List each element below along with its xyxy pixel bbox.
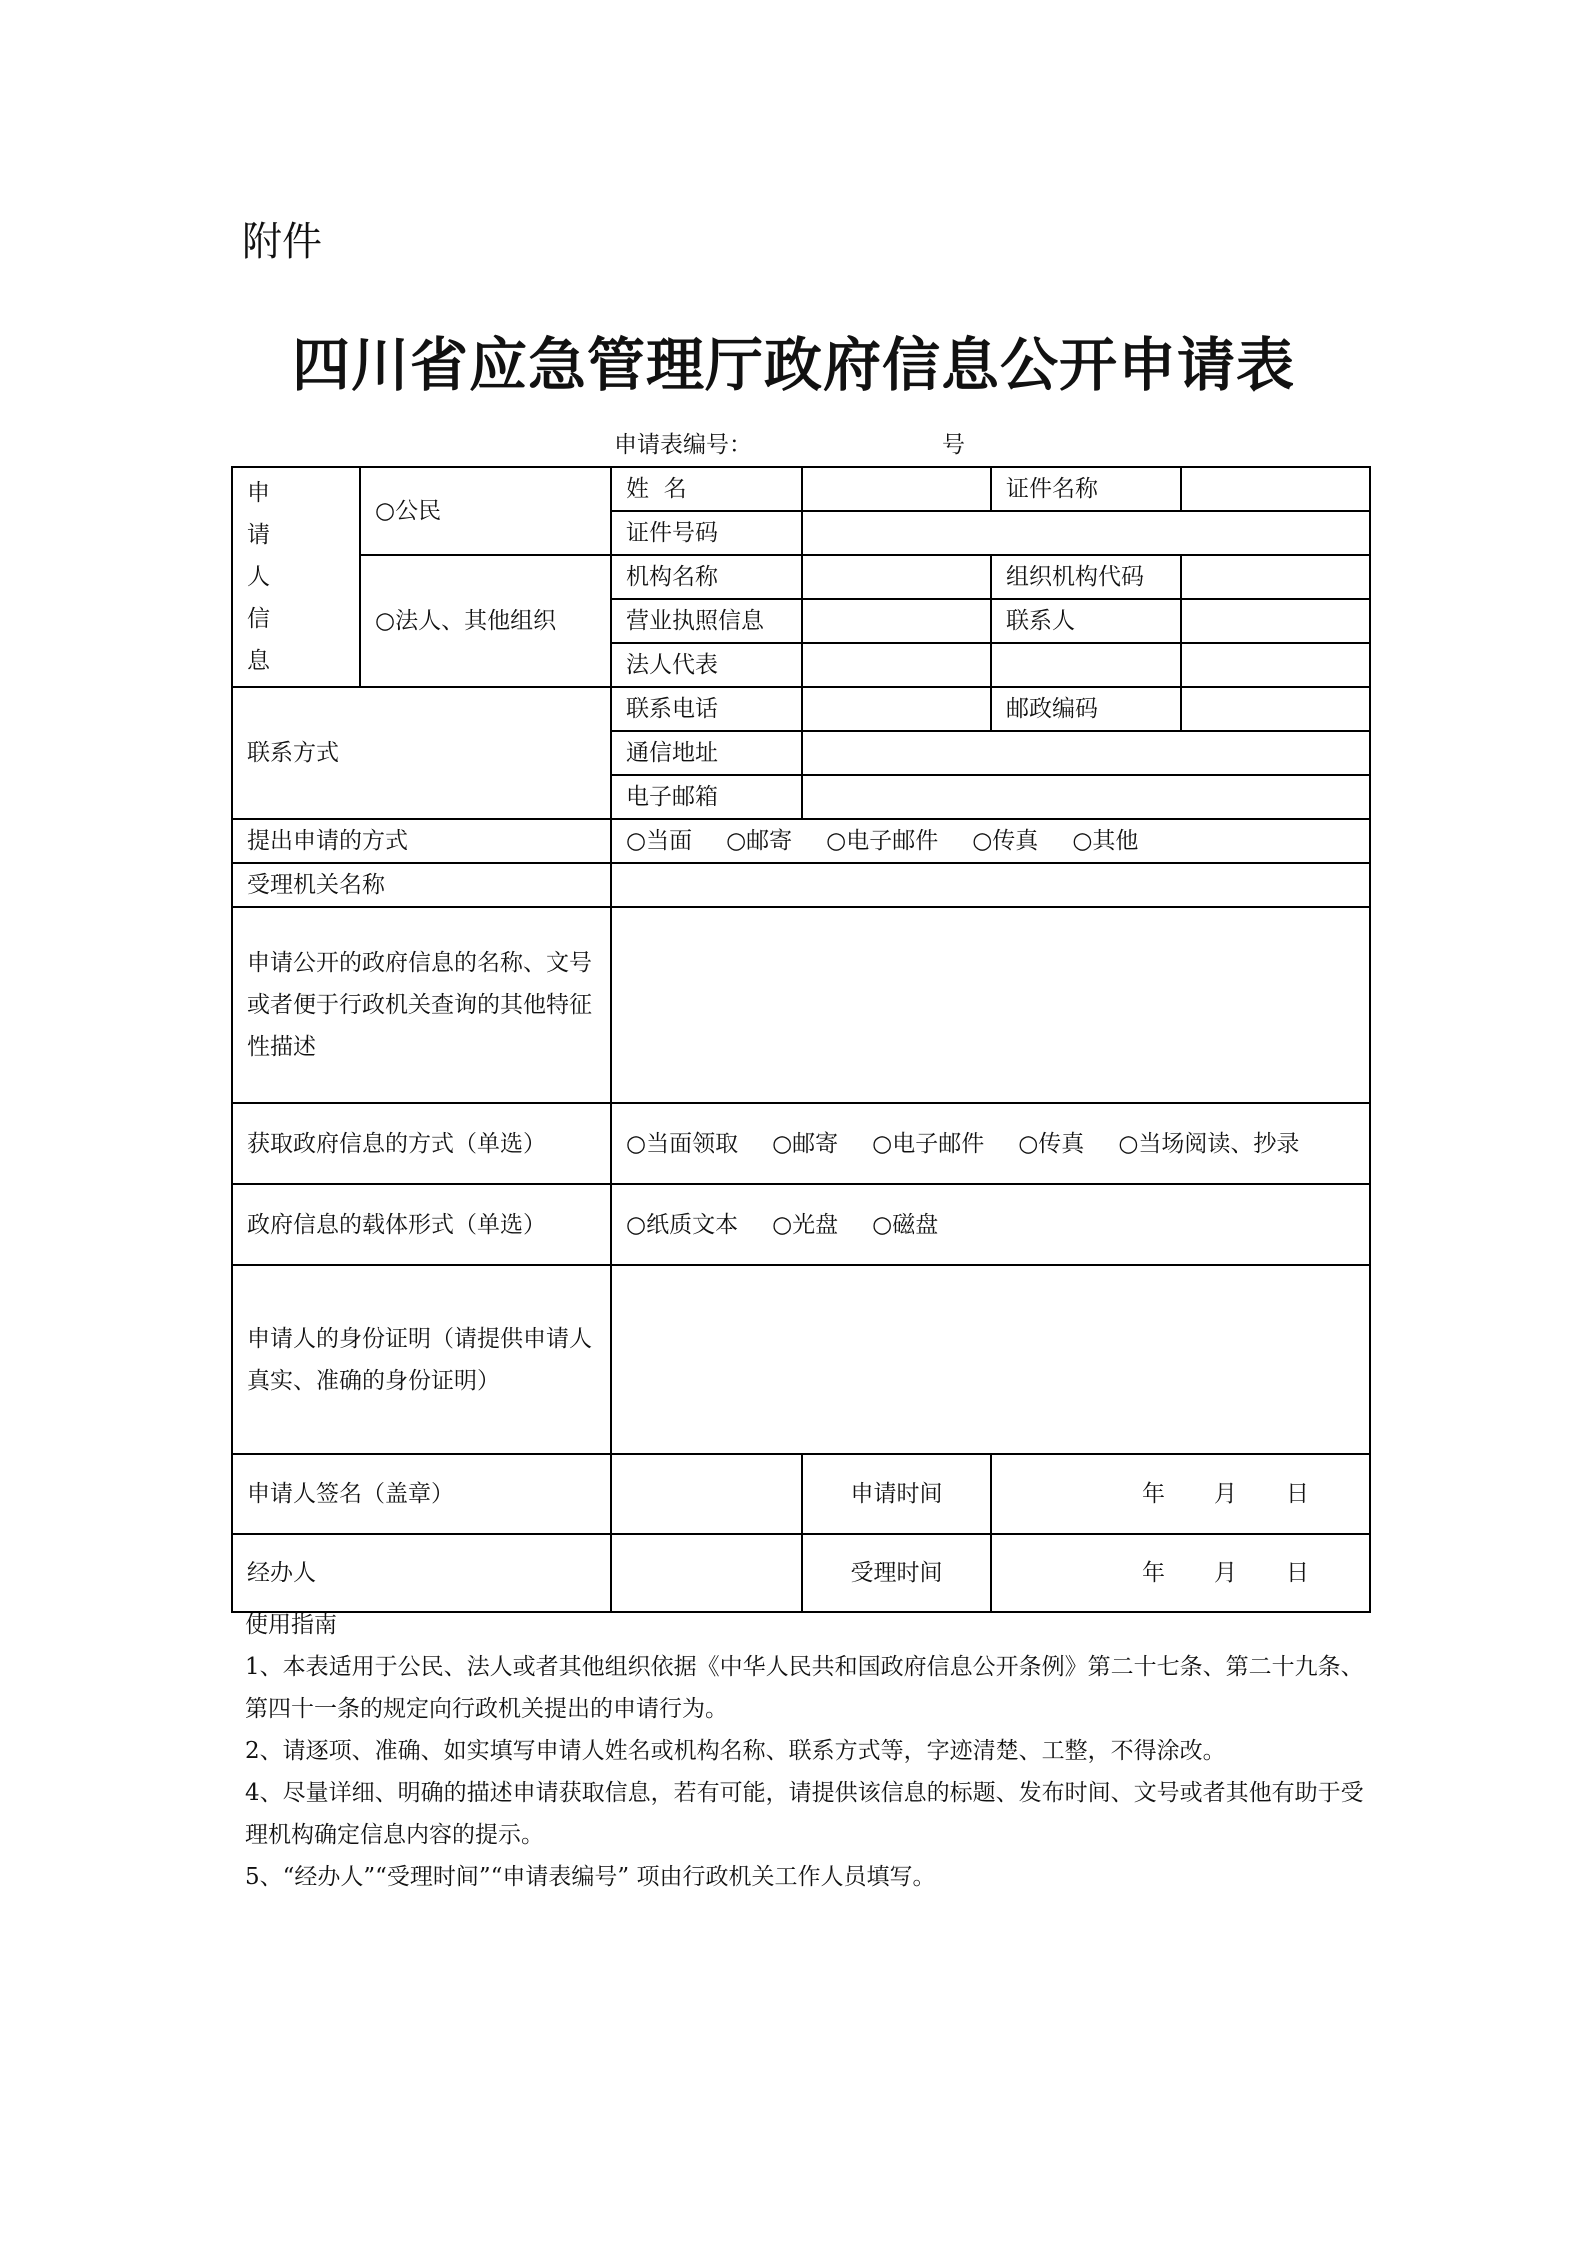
- org-radio[interactable]: ○法人、其他组织: [360, 555, 611, 687]
- email-label: 电子邮箱: [611, 775, 802, 819]
- month-label: 月: [1214, 1481, 1237, 1507]
- submit-method-options: [611, 819, 1370, 863]
- carrier-options: [611, 1184, 1370, 1265]
- carrier-label: 政府信息的载体形式（单选）: [232, 1184, 611, 1265]
- id-name-field[interactable]: [1181, 467, 1370, 511]
- month-label: 月: [1214, 1560, 1237, 1586]
- postcode-label: 邮政编码: [991, 687, 1181, 731]
- address-field[interactable]: [802, 731, 1370, 775]
- email-field[interactable]: [802, 775, 1370, 819]
- handler-label: 经办人: [232, 1534, 611, 1612]
- org-name-field[interactable]: [802, 555, 991, 599]
- year-label: 年: [1142, 1481, 1165, 1507]
- id-name-label: 证件名称: [991, 467, 1181, 511]
- phone-field[interactable]: [802, 687, 991, 731]
- org-name-label: 机构名称: [611, 555, 802, 599]
- section-char: 请: [247, 522, 270, 548]
- submit-option-in-person[interactable]: ○当面: [626, 828, 693, 854]
- carrier-option-cd[interactable]: ○光盘: [772, 1211, 839, 1238]
- form-number: [614, 426, 965, 459]
- section-char: 申: [247, 480, 270, 506]
- page-title: 四川省应急管理厅政府信息公开申请表: [291, 331, 1295, 399]
- application-form: [231, 466, 1371, 1613]
- handler-field[interactable]: [611, 1534, 802, 1612]
- guide-item: 4、尽量详细、明确的描述申请获取信息，若有可能，请提供该信息的标题、发布时间、文号或者其他有助于受理机构确定信息内容的提示。: [245, 1780, 1364, 1848]
- empty-cell: [991, 643, 1181, 687]
- guide-item: 2、请逐项、准确、如实填写申请人姓名或机构名称、联系方式等，字迹清楚、工整，不得涂改。: [245, 1738, 1226, 1764]
- guide-item: 5、“经办人”“受理时间”“申请表编号” 项由行政机关工作人员填写。: [245, 1864, 936, 1890]
- applicant-info-section: [232, 467, 360, 687]
- description-field[interactable]: [611, 907, 1370, 1103]
- address-label: 通信地址: [611, 731, 802, 775]
- carrier-option-paper[interactable]: ○纸质文本: [626, 1211, 739, 1238]
- agency-field[interactable]: [611, 863, 1370, 907]
- signature-field[interactable]: [611, 1454, 802, 1534]
- contact-person-label: 联系人: [991, 599, 1181, 643]
- license-label: 营业执照信息: [611, 599, 802, 643]
- apply-time-label: 申请时间: [802, 1454, 991, 1534]
- description-label: 申请公开的政府信息的名称、文号或者便于行政机关查询的其他特征性描述: [232, 907, 611, 1103]
- signature-label: 申请人签名（盖章）: [232, 1454, 611, 1534]
- citizen-radio[interactable]: ○公民: [360, 467, 611, 555]
- submit-option-mail[interactable]: ○邮寄: [726, 828, 793, 854]
- contact-section-label: 联系方式: [232, 687, 611, 819]
- section-char: 人: [247, 564, 270, 590]
- id-number-label: 证件号码: [611, 511, 802, 555]
- empty-cell: [1181, 643, 1370, 687]
- id-number-field[interactable]: [802, 511, 1370, 555]
- legal-rep-label: 法人代表: [611, 643, 802, 687]
- postcode-field[interactable]: [1181, 687, 1370, 731]
- contact-person-field[interactable]: [1181, 599, 1370, 643]
- form-number-label: 申请表编号：: [614, 432, 752, 458]
- guide-title: 使用指南: [245, 1612, 337, 1638]
- org-code-field[interactable]: [1181, 555, 1370, 599]
- agency-label: 受理机关名称: [232, 863, 611, 907]
- submit-method-label: 提出申请的方式: [232, 819, 611, 863]
- year-label: 年: [1142, 1560, 1165, 1586]
- apply-date-field[interactable]: [991, 1454, 1370, 1534]
- obtain-method-options: [611, 1103, 1370, 1184]
- obtain-method-label: 获取政府信息的方式（单选）: [232, 1103, 611, 1184]
- obtain-option-onsite[interactable]: ○当场阅读、抄录: [1118, 1130, 1300, 1157]
- section-char: 信: [247, 606, 270, 632]
- obtain-option-fax[interactable]: ○传真: [1018, 1130, 1085, 1157]
- carrier-option-disk[interactable]: ○磁盘: [872, 1211, 939, 1238]
- accept-time-label: 受理时间: [802, 1534, 991, 1612]
- name-field[interactable]: [802, 467, 991, 511]
- legal-rep-field[interactable]: [802, 643, 991, 687]
- submit-option-email[interactable]: ○电子邮件: [826, 828, 939, 854]
- obtain-option-mail[interactable]: ○邮寄: [772, 1130, 839, 1157]
- day-label: 日: [1286, 1560, 1309, 1586]
- license-field[interactable]: [802, 599, 991, 643]
- obtain-option-in-person[interactable]: ○当面领取: [626, 1130, 739, 1157]
- submit-option-other[interactable]: ○其他: [1072, 828, 1139, 854]
- submit-option-fax[interactable]: ○传真: [972, 828, 1039, 854]
- phone-label: 联系电话: [611, 687, 802, 731]
- guide-item: 1、本表适用于公民、法人或者其他组织依据《中华人民共和国政府信息公开条例》第二十七条、第二十九条、第四十一条的规定向行政机关提出的申请行为。: [245, 1654, 1364, 1722]
- day-label: 日: [1286, 1481, 1309, 1507]
- form-number-suffix: 号: [942, 432, 965, 458]
- obtain-option-email[interactable]: ○电子邮件: [872, 1130, 985, 1157]
- identity-field[interactable]: [611, 1265, 1370, 1454]
- org-code-label: 组织机构代码: [991, 555, 1181, 599]
- usage-guide: [245, 1604, 1365, 1898]
- name-label: 姓 名: [611, 467, 802, 511]
- identity-label: 申请人的身份证明（请提供申请人真实、准确的身份证明）: [232, 1265, 611, 1454]
- attachment-label: 附件: [242, 219, 322, 265]
- accept-date-field[interactable]: [991, 1534, 1370, 1612]
- section-char: 息: [247, 648, 270, 674]
